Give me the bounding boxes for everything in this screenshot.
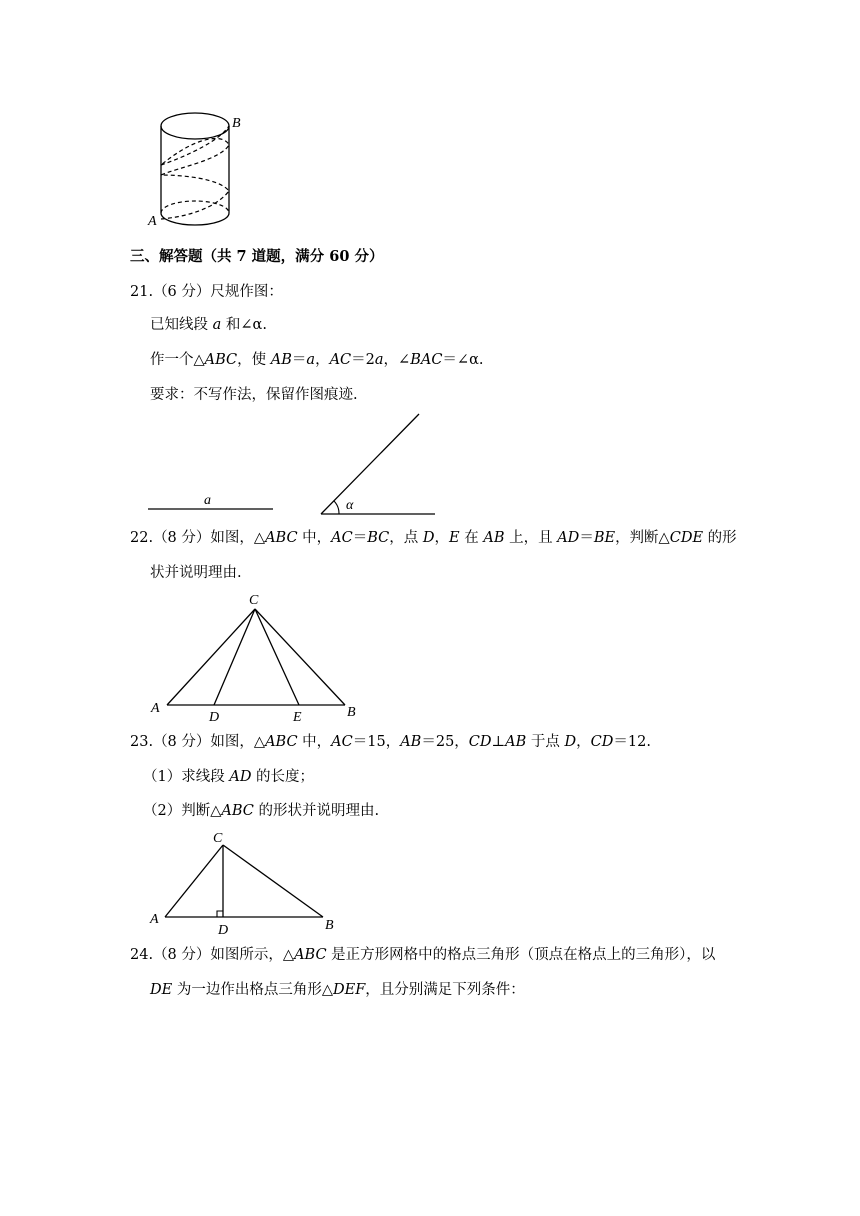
q21-task-var: AB bbox=[270, 352, 292, 368]
q22-line1 bbox=[130, 528, 737, 548]
q24-var: DE bbox=[150, 982, 173, 998]
q21-score: （6 分） bbox=[153, 284, 211, 300]
q23-score: （8 分） bbox=[153, 734, 211, 750]
q24-number: 24. bbox=[130, 947, 154, 963]
q23-var: ABC bbox=[265, 734, 298, 750]
cylinder-label-a: A bbox=[148, 214, 157, 229]
q23-sub2-text: （2）判断△ bbox=[143, 803, 222, 819]
q24-var: DEF bbox=[332, 982, 366, 998]
angle-upper-ray bbox=[321, 414, 419, 514]
q24-score: （8 分） bbox=[153, 947, 211, 963]
q22-var: CDE bbox=[669, 530, 704, 546]
q21-task-text: ， bbox=[315, 352, 330, 368]
q22-text: 的形 bbox=[703, 530, 737, 546]
q23-text: ＝15， bbox=[352, 734, 401, 750]
spiral-upper-segment bbox=[161, 126, 229, 165]
q23-sub2-var: ABC bbox=[221, 803, 254, 819]
q21-line1 bbox=[130, 282, 283, 302]
q23-sub2 bbox=[143, 801, 379, 821]
q21-task-var: a bbox=[306, 352, 316, 368]
q23-var: CD bbox=[468, 734, 492, 750]
q23-label-a: A bbox=[150, 912, 159, 927]
q22-label-e: E bbox=[293, 710, 302, 725]
q24-var: ABC bbox=[294, 947, 327, 963]
q22-label-a: A bbox=[151, 701, 160, 716]
q24-text: 是正方形网格中的格点三角形（顶点在格点上的三角形），以 bbox=[326, 947, 716, 963]
q21-task bbox=[150, 350, 483, 370]
q21-task-var: ABC bbox=[204, 352, 238, 368]
q22-line2: 状并说明理由. bbox=[150, 565, 242, 581]
q22-text: 上，且 bbox=[504, 530, 558, 546]
angle-arc bbox=[334, 501, 339, 514]
q22-score: （8 分） bbox=[153, 530, 211, 546]
cylinder-top-ellipse bbox=[161, 113, 229, 139]
q21-requirement: 要求：不写作法，保留作图痕迹. bbox=[150, 387, 358, 403]
q22-segment-cd bbox=[214, 609, 255, 705]
q23-sub1 bbox=[143, 767, 314, 787]
q22-label-d: D bbox=[209, 710, 220, 725]
q21-given-text: 已知线段 bbox=[150, 317, 213, 333]
q23-text: ＝12. bbox=[613, 734, 651, 750]
q22-text: ，点 bbox=[389, 530, 423, 546]
section-heading: 三、解答题（共 7 道题，满分 60 分） bbox=[130, 248, 384, 265]
q22-text: ，判断△ bbox=[615, 530, 670, 546]
q22-var: AB bbox=[483, 530, 505, 546]
q22-var: ABC bbox=[265, 530, 298, 546]
q22-var: BE bbox=[593, 530, 616, 546]
q21-task-text: ，使 bbox=[237, 352, 271, 368]
q23-var: AB bbox=[400, 734, 422, 750]
q22-side-ac bbox=[167, 609, 255, 705]
q23-figure bbox=[145, 826, 345, 938]
cylinder-bottom-front-arc bbox=[161, 213, 229, 225]
q22-var: D bbox=[422, 530, 435, 546]
q22-var: AD bbox=[557, 530, 580, 546]
q21-number: 21. bbox=[130, 284, 154, 300]
q22-side-bc bbox=[255, 609, 345, 705]
q23-text: ＝25， bbox=[421, 734, 469, 750]
q23-label-c: C bbox=[213, 831, 223, 846]
q24-line2 bbox=[150, 980, 525, 1000]
q23-text: ， bbox=[576, 734, 591, 750]
q21-task-var: AC bbox=[329, 352, 352, 368]
q23-var: CD bbox=[590, 734, 614, 750]
q22-text: ＝ bbox=[579, 530, 594, 546]
q21-task-text: 作一个△ bbox=[150, 352, 205, 368]
q21-task-var: BAC bbox=[410, 352, 443, 368]
q23-var: AB bbox=[505, 734, 527, 750]
q22-var: AC bbox=[331, 530, 353, 546]
q21-task-text: ，∠ bbox=[383, 352, 411, 368]
q23-line1 bbox=[130, 732, 651, 752]
q23-var: AC bbox=[331, 734, 353, 750]
q23-label-b: B bbox=[325, 918, 334, 933]
q23-var: D bbox=[564, 734, 577, 750]
q23-text: 中， bbox=[297, 734, 332, 750]
q23-text: 于点 bbox=[526, 734, 565, 750]
q24-text: 如图所示，△ bbox=[210, 947, 295, 963]
q24-line1 bbox=[130, 945, 715, 965]
q23-side-ac bbox=[165, 845, 223, 917]
q21-lead: 尺规作图： bbox=[210, 284, 283, 300]
q23-sub1-text2: 的长度； bbox=[251, 769, 315, 785]
q22-figure bbox=[145, 588, 370, 726]
q22-text: 在 bbox=[459, 530, 484, 546]
segment-a-label: a bbox=[204, 493, 211, 508]
q21-given-var: a bbox=[212, 317, 222, 333]
cylinder-figure bbox=[140, 105, 260, 230]
q22-number: 22. bbox=[130, 530, 154, 546]
q22-text: ， bbox=[434, 530, 450, 546]
q23-number: 23. bbox=[130, 734, 154, 750]
q22-text: ＝ bbox=[352, 530, 368, 546]
cylinder-bottom-back-arc bbox=[161, 201, 229, 213]
q24-text: ，且分别满足下列条件： bbox=[365, 982, 525, 998]
q21-task-var: a bbox=[374, 352, 384, 368]
q22-label-c: C bbox=[249, 593, 259, 608]
q22-segment-ce bbox=[255, 609, 299, 705]
q24-text: 为一边作出格点三角形△ bbox=[172, 982, 333, 998]
q23-side-bc bbox=[223, 845, 323, 917]
q21-task-text: ＝ bbox=[291, 352, 307, 368]
q21-task-text: ＝2 bbox=[351, 352, 375, 368]
q21-given-text2: 和∠α. bbox=[221, 317, 267, 333]
q23-text: ⊥ bbox=[491, 734, 506, 750]
q22-var: E bbox=[449, 530, 460, 546]
q21-figure bbox=[140, 410, 440, 520]
cylinder-label-b: B bbox=[232, 116, 241, 131]
q23-sub1-var: AD bbox=[229, 769, 252, 785]
q22-var: BC bbox=[367, 530, 390, 546]
q21-task-text: ＝∠α. bbox=[442, 352, 484, 368]
q22-text: 如图，△ bbox=[210, 530, 266, 546]
q23-label-d: D bbox=[218, 923, 229, 938]
q22-label-b: B bbox=[347, 705, 356, 720]
q23-sub1-text: （1）求线段 bbox=[143, 769, 230, 785]
q23-sub2-text2: 的形状并说明理由. bbox=[253, 803, 380, 819]
q23-right-angle-mark bbox=[217, 911, 223, 917]
q21-given bbox=[150, 315, 267, 335]
q22-text: 中， bbox=[297, 530, 332, 546]
angle-alpha-label: α bbox=[346, 498, 354, 513]
q23-text: 如图，△ bbox=[210, 734, 266, 750]
